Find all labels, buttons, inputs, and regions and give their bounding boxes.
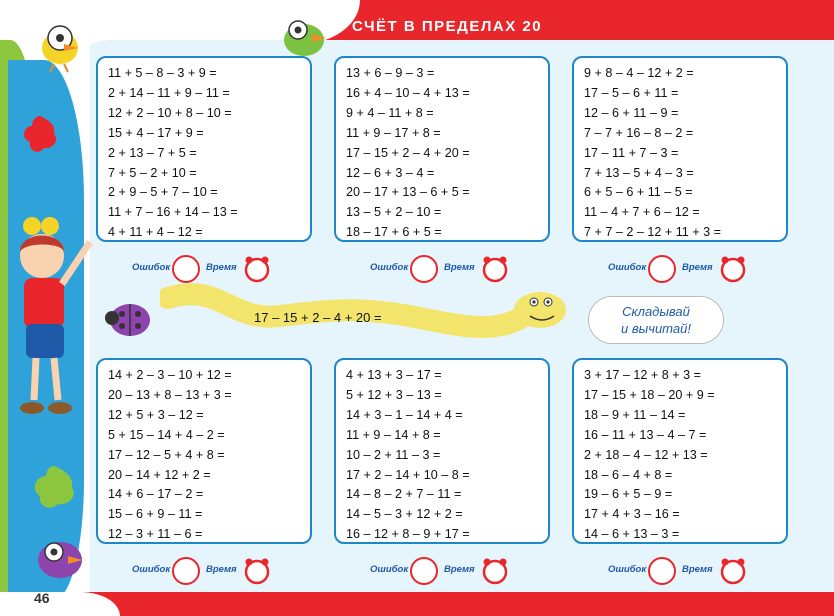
exercise-line: 12 + 2 – 10 + 8 – 10 = [108, 105, 232, 120]
exercise-line: 9 + 8 – 4 – 12 + 2 = [584, 66, 694, 80]
exercise-line: 12 – 3 + 11 – 6 = [108, 527, 203, 542]
mistakes-answer-field[interactable] [172, 557, 200, 585]
bird-icon [34, 14, 86, 74]
page-title: СЧЁТ В ПРЕДЕЛАХ 20 [352, 18, 543, 35]
alarm-clock-icon[interactable] [242, 556, 272, 586]
mistakes-label: Ошибок [370, 564, 409, 575]
alarm-clock-icon[interactable] [718, 556, 748, 586]
exercise-line: 18 – 6 – 4 + 8 = [584, 467, 673, 482]
exercise-line: 17 + 2 – 14 + 10 – 8 = [346, 467, 470, 482]
exercise-line: 7 + 7 – 2 – 12 + 11 + 3 = [584, 225, 722, 240]
girl-illustration [2, 212, 96, 432]
exercise-line: 17 + 4 + 3 – 16 = [584, 507, 680, 522]
exercise-block-1 [96, 56, 312, 242]
exercise-block-2 [334, 56, 550, 242]
exercise-line: 18 – 17 + 6 + 5 = [346, 225, 442, 240]
exercise-line: 7 – 7 + 16 – 8 – 2 = [584, 125, 694, 140]
exercise-block-6 [572, 358, 788, 544]
mistakes-answer-field[interactable] [172, 255, 200, 283]
exercise-line: 20 – 17 + 13 – 6 + 5 = [346, 185, 470, 200]
exercise-line: 16 + 4 – 10 – 4 + 13 = [346, 85, 470, 100]
exercise-line: 17 – 15 + 18 – 20 + 9 = [584, 387, 715, 402]
score-row-1 [132, 254, 322, 284]
time-label: Время [682, 564, 713, 575]
exercise-line: 7 + 13 – 5 + 4 – 3 = [584, 165, 694, 180]
mistakes-answer-field[interactable] [648, 557, 676, 585]
exercise-line: 11 – 4 + 7 + 6 – 12 = [584, 205, 700, 220]
mistakes-answer-field[interactable] [410, 557, 438, 585]
exercise-line: 2 + 18 – 4 – 12 + 13 = [584, 447, 708, 462]
exercise-line: 15 + 4 – 17 + 9 = [108, 125, 204, 140]
exercise-line: 4 + 13 + 3 – 17 = [346, 368, 442, 382]
speech-line: Складывай [622, 304, 690, 319]
time-label: Время [206, 564, 237, 575]
exercise-line: 4 + 11 + 4 – 12 = [108, 225, 203, 240]
exercise-line: 19 – 6 + 5 – 9 = [584, 487, 673, 502]
speech-line: и вычитай! [621, 321, 691, 336]
exercise-line: 11 + 7 – 16 + 14 – 13 = [108, 205, 238, 220]
mistakes-label: Ошибок [608, 262, 647, 273]
exercise-line: 14 – 6 + 13 – 3 = [584, 527, 680, 542]
speech-bubble [588, 296, 724, 344]
time-label: Время [444, 564, 475, 575]
exercise-line: 9 + 4 – 11 + 8 = [346, 105, 434, 120]
mistakes-answer-field[interactable] [648, 255, 676, 283]
exercise-line: 14 – 5 – 3 + 12 + 2 = [346, 507, 463, 522]
exercise-line: 17 – 15 + 2 – 4 + 20 = [346, 145, 470, 160]
exercise-line: 6 + 5 – 6 + 11 – 5 = [584, 185, 693, 200]
exercise-line: 14 + 3 – 1 – 14 + 4 = [346, 407, 463, 422]
page-number: 46 [34, 590, 50, 606]
exercise-line: 5 + 12 + 3 – 13 = [346, 387, 442, 402]
exercise-line: 11 + 5 – 8 – 3 + 9 = [108, 66, 217, 80]
paint-splash-icon [16, 110, 64, 160]
exercise-block-3 [572, 56, 788, 242]
score-row-4 [132, 556, 322, 586]
exercise-line: 14 + 6 – 17 – 2 = [108, 487, 204, 502]
exercise-line: 14 – 8 – 2 + 7 – 11 = [346, 487, 462, 502]
exercise-line: 3 + 17 – 12 + 8 + 3 = [584, 368, 701, 382]
exercise-line: 2 + 14 – 11 + 9 – 11 = [108, 85, 230, 100]
exercise-line: 14 + 2 – 3 – 10 + 12 = [108, 368, 232, 382]
time-label: Время [444, 262, 475, 273]
exercise-line: 12 + 5 + 3 – 12 = [108, 407, 204, 422]
exercise-line: 16 – 12 + 8 – 9 + 17 = [346, 527, 470, 542]
exercise-line: 20 – 14 + 12 + 2 = [108, 467, 211, 482]
score-row-5 [370, 556, 560, 586]
exercise-line: 5 + 15 – 14 + 4 – 2 = [108, 427, 225, 442]
exercise-line: 17 – 5 – 6 + 11 = [584, 85, 679, 100]
exercise-line: 13 + 6 – 9 – 3 = [346, 66, 435, 80]
bird-icon [30, 528, 90, 582]
exercise-line: 2 + 9 – 5 + 7 – 10 = [108, 185, 218, 200]
exercise-line: 11 + 9 – 17 + 8 = [346, 125, 441, 140]
exercise-line: 2 + 13 – 7 + 5 = [108, 145, 197, 160]
score-row-3 [608, 254, 798, 284]
exercise-block-4 [96, 358, 312, 544]
exercise-line: 10 – 2 + 11 – 3 = [346, 447, 441, 462]
mistakes-label: Ошибок [608, 564, 647, 575]
center-problem: 17 – 15 + 2 – 4 + 20 = [254, 310, 382, 325]
exercise-line: 18 – 9 + 11 – 14 = [584, 407, 686, 422]
time-label: Время [682, 262, 713, 273]
exercise-line: 17 – 11 + 7 – 3 = [584, 145, 679, 160]
exercise-block-5 [334, 358, 550, 544]
bird-icon [276, 12, 330, 60]
mistakes-label: Ошибок [370, 262, 409, 273]
bottom-banner [0, 592, 834, 616]
time-label: Время [206, 262, 237, 273]
exercise-line: 17 – 12 – 5 + 4 + 8 = [108, 447, 225, 462]
exercise-line: 12 – 6 + 3 – 4 = [346, 165, 435, 180]
alarm-clock-icon[interactable] [480, 556, 510, 586]
exercise-line: 11 + 9 – 14 + 8 = [346, 427, 441, 442]
exercise-line: 20 – 13 + 8 – 13 + 3 = [108, 387, 232, 402]
mistakes-answer-field[interactable] [410, 255, 438, 283]
score-row-2 [370, 254, 560, 284]
exercise-line: 16 – 11 + 13 – 4 – 7 = [584, 427, 707, 442]
paint-splash-icon [26, 460, 82, 512]
exercise-line: 13 – 5 + 2 – 10 = [346, 205, 442, 220]
mistakes-label: Ошибок [132, 564, 171, 575]
exercise-line: 15 – 6 + 9 – 11 = [108, 507, 203, 522]
alarm-clock-icon[interactable] [718, 254, 748, 284]
score-row-6 [608, 556, 798, 586]
exercise-line: 12 – 6 + 11 – 9 = [584, 105, 679, 120]
ladybug-icon [104, 298, 156, 340]
mistakes-label: Ошибок [132, 262, 171, 273]
exercise-line: 7 + 5 – 2 + 10 = [108, 165, 197, 180]
alarm-clock-icon[interactable] [480, 254, 510, 284]
alarm-clock-icon[interactable] [242, 254, 272, 284]
